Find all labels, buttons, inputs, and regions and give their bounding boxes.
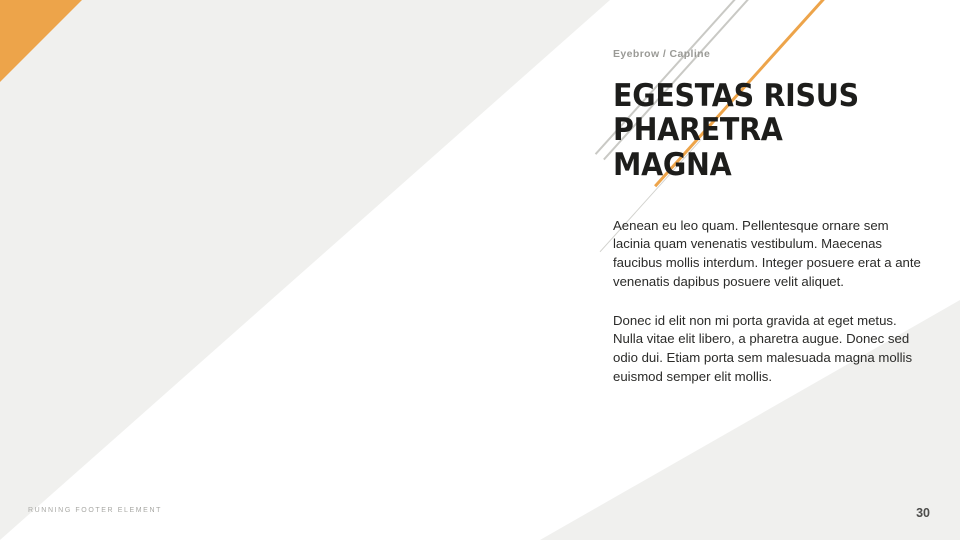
- body-copy: [613, 217, 923, 387]
- page-title-line-1: EGESTAS RISUS: [613, 77, 859, 114]
- content-column: [613, 48, 923, 387]
- page-title-line-2: PHARETRA MAGNA: [613, 112, 783, 184]
- page-title: [613, 79, 898, 183]
- body-paragraph-2: Donec id elit non mi porta gravida at eget metus. Nulla vitae elit libero, a pharetra augue. Donec sed odio dui. Etiam porta sem malesuada magna mollis euismod semper elit mollis.: [613, 312, 913, 384]
- page-number: 30: [916, 506, 930, 520]
- body-paragraph-1: Aenean eu leo quam. Pellentesque ornare sem lacinia quam venenatis vestibulum. Maecenas faucibus mollis interdum. Integer posuere erat a ante venenatis dapibus posuere velit aliquet.: [613, 217, 921, 289]
- running-footer-element: RUNNING FOOTER ELEMENT: [28, 507, 162, 514]
- eyebrow-capline: Eyebrow / Capline: [613, 48, 711, 60]
